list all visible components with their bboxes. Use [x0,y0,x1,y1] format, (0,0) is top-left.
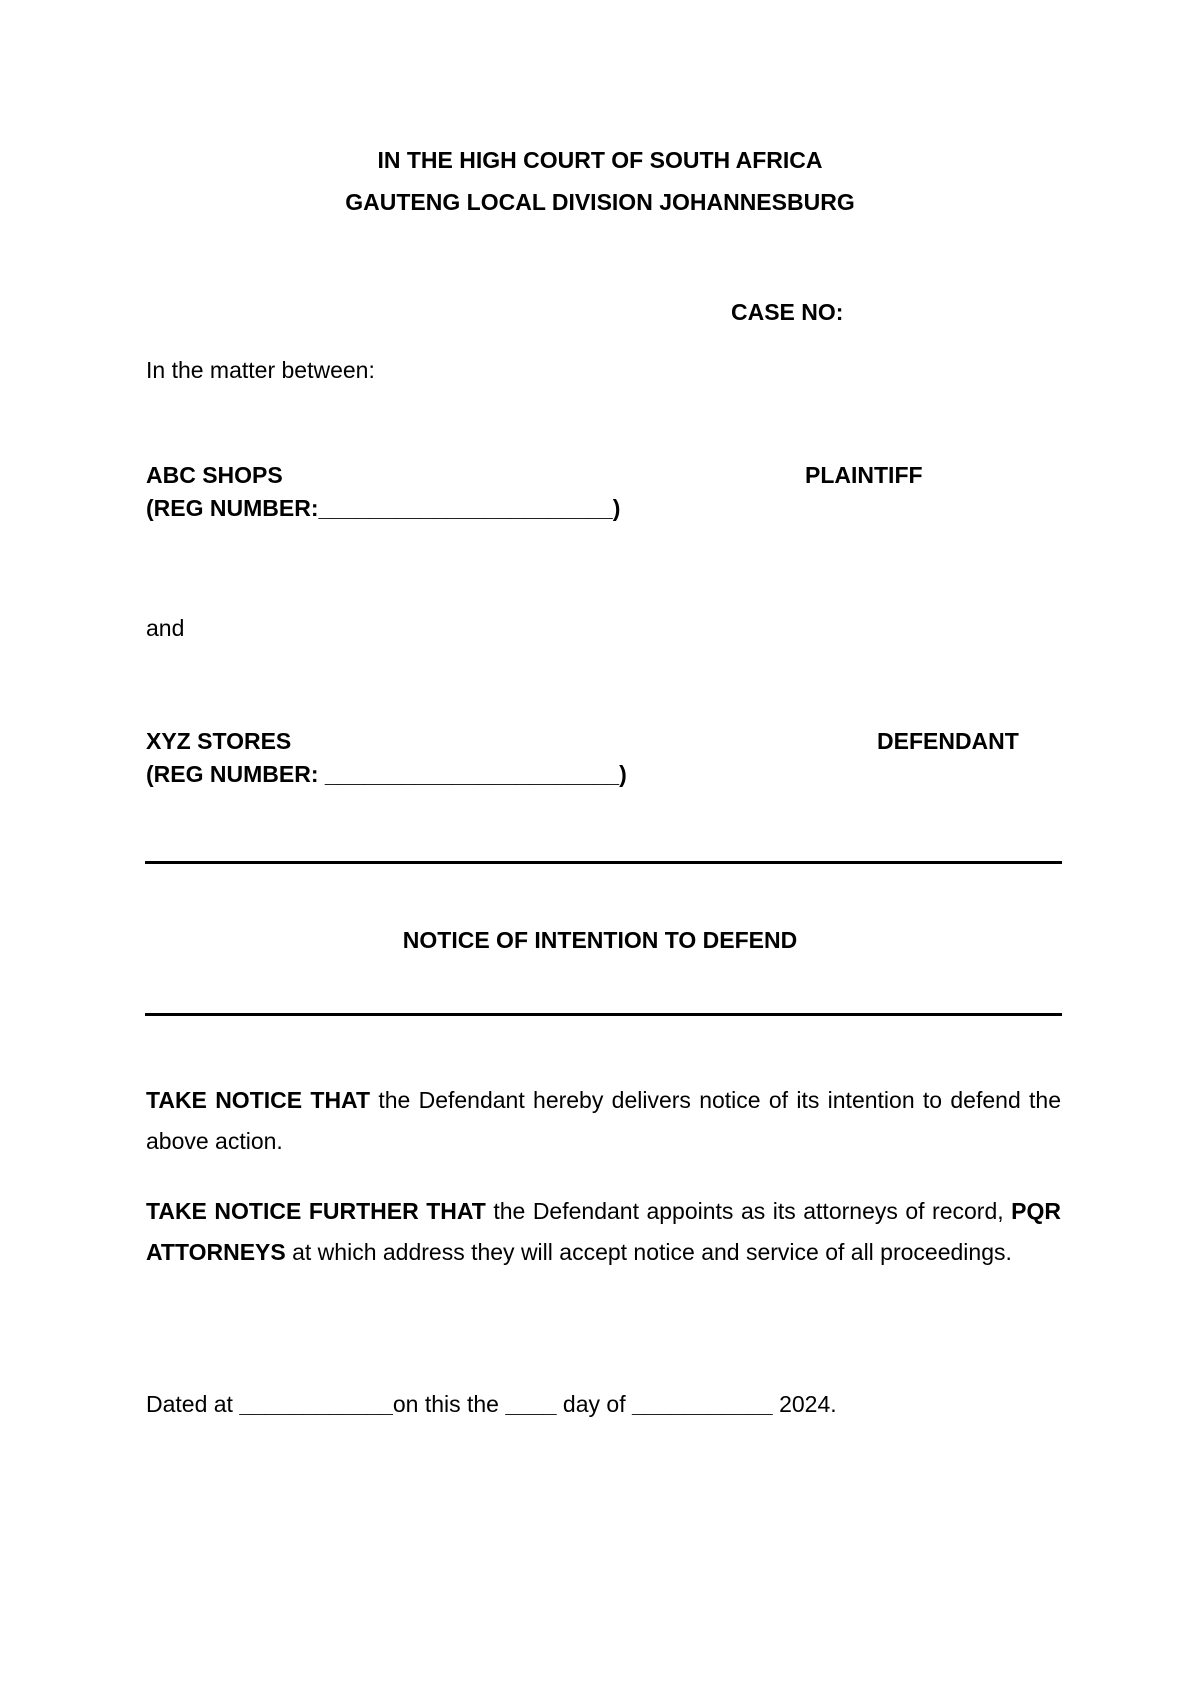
paragraph-further-lead: TAKE NOTICE FURTHER THAT [146,1198,486,1224]
conjunction-and: and [146,615,185,641]
dated-mid2: day of [556,1391,632,1417]
paragraph-take-notice-lead: TAKE NOTICE THAT [146,1087,371,1113]
day-blank: ____ [505,1391,557,1417]
dated-prefix: Dated at [146,1391,240,1417]
attorneys-name: PQR ATTORNEYS [146,1198,1061,1265]
defendant-name: XYZ STORES [146,728,292,754]
court-title: IN THE HIGH COURT OF SOUTH AFRICA [377,147,823,173]
defendant-role: DEFENDANT [877,728,1019,754]
paragraph-take-notice-further [146,1191,1061,1273]
notice-title: NOTICE OF INTENTION TO DEFEND [402,927,798,953]
paragraph-further-text1: the Defendant appoints as its attorneys of record, [485,1198,1012,1224]
case-number-label: CASE NO: [731,299,844,325]
bottom-divider [145,1013,1062,1016]
paragraph-further-text2: at which address they will accept notice and service of all proceedings. [285,1239,1012,1265]
defendant-reg-number: (REG NUMBER: _______________________) [146,761,627,787]
plaintiff-name: ABC SHOPS [146,462,283,488]
plaintiff-reg-number: (REG NUMBER:_______________________) [146,495,621,521]
top-divider [145,861,1062,864]
dated-mid1: on this the [392,1391,506,1417]
month-blank: ___________ [631,1391,773,1417]
dated-line [146,1390,837,1418]
matter-intro: In the matter between: [146,357,375,383]
court-division: GAUTENG LOCAL DIVISION JOHANNESBURG [345,189,855,215]
paragraph-take-notice [146,1080,1061,1162]
paragraph-take-notice-text: the Defendant hereby delivers notice of its intention to defend the above action. [146,1087,1062,1154]
plaintiff-role: PLAINTIFF [805,462,923,488]
place-blank: ____________ [239,1391,393,1417]
dated-year: 2024. [772,1391,837,1417]
